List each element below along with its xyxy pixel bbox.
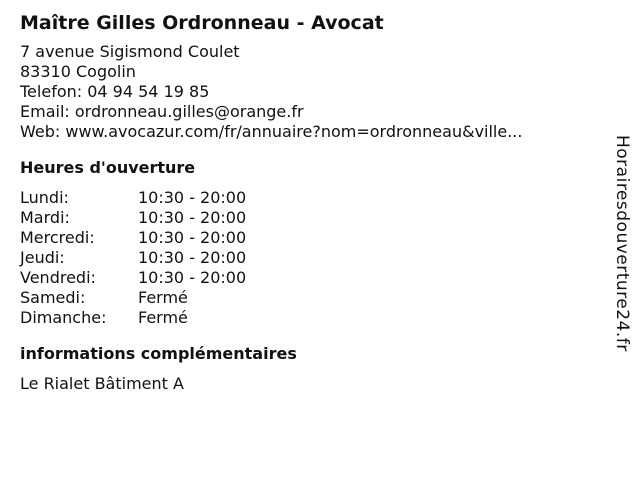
time-value: Fermé — [138, 308, 188, 327]
time-value: 10:30 - 20:00 — [138, 188, 247, 207]
day-label: Mercredi: — [20, 228, 95, 247]
extra-info-heading: informations complémentaires — [20, 344, 297, 363]
time-value: Fermé — [138, 288, 188, 307]
day-label: Jeudi: — [20, 248, 65, 267]
address-street: 7 avenue Sigismond Coulet — [20, 42, 240, 61]
time-value: 10:30 - 20:00 — [138, 208, 247, 227]
day-label: Mardi: — [20, 208, 70, 227]
time-value: 10:30 - 20:00 — [138, 268, 247, 287]
business-name: Maître Gilles Ordronneau - Avocat — [20, 12, 384, 34]
business-card — [20, 10, 600, 394]
address-city: 83310 Cogolin — [20, 62, 136, 81]
hours-row-monday — [20, 188, 600, 208]
time-value: 10:30 - 20:00 — [138, 228, 247, 247]
hours-row-saturday — [20, 288, 600, 308]
hours-row-wednesday — [20, 228, 600, 248]
hours-row-tuesday — [20, 208, 600, 228]
web-line: Web: www.avocazur.com/fr/annuaire?nom=ordronneau&ville... — [20, 122, 523, 141]
hours-row-friday — [20, 268, 600, 288]
day-label: Lundi: — [20, 188, 69, 207]
extra-info-text: Le Rialet Bâtiment A — [20, 374, 184, 393]
day-label: Vendredi: — [20, 268, 96, 287]
day-label: Samedi: — [20, 288, 86, 307]
opening-hours-table — [20, 188, 600, 328]
day-label: Dimanche: — [20, 308, 107, 327]
hours-row-sunday — [20, 308, 600, 328]
phone-line: Telefon: 04 94 54 19 85 — [20, 82, 210, 101]
site-watermark: Horairesdouverture24.fr — [612, 135, 632, 352]
hours-heading: Heures d'ouverture — [20, 158, 196, 177]
hours-row-thursday — [20, 248, 600, 268]
time-value: 10:30 - 20:00 — [138, 248, 247, 267]
email-line: Email: ordronneau.gilles@orange.fr — [20, 102, 304, 121]
